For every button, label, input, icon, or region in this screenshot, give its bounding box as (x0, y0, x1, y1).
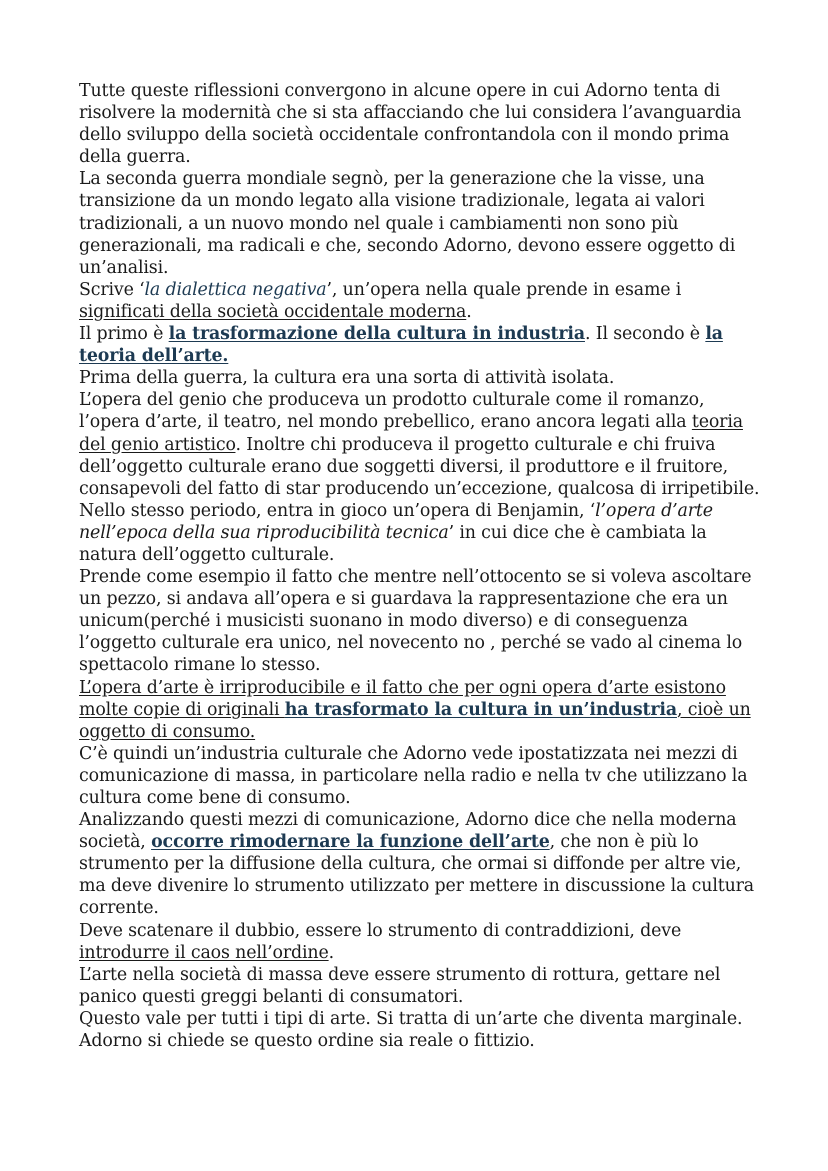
paragraph-1: Tutte queste riflessioni convergono in alcune opere in cui Adorno tenta di risolvere la modernità che si sta affacciando che lui considera l’avanguardia dello sviluppo della società occidentale confrontandola con il mondo prima della guerra. (79, 81, 742, 168)
paragraph-6 (79, 389, 769, 499)
text-span: Nello stesso periodo, entra in gioco un’opera di Benjamin, ‘ (79, 500, 596, 521)
text-span: . (466, 301, 472, 322)
paragraph-4 (79, 323, 769, 367)
text-span: L’opera del genio che produceva un prodotto culturale come il romanzo, l’opera d’arte, il teatro, nel mondo prebellico, erano ancora legati alla (79, 390, 705, 433)
text-span: ’ in cui dice che è cambiata la natura dell’oggetto culturale. (79, 522, 707, 565)
text-span: . (328, 942, 334, 963)
paragraph-8: Prende come esempio il fatto che mentre nell’ottocento se si voleva ascoltare un pezzo, si andava all’opera e si guardava la rappresentazione che era un unicum(perché i musicisti suonano in modo diverso) e di conseguenza l’oggetto culturale era unico, nel novecento no , perché se vado al cinema lo spettacolo rimane lo stesso. (79, 567, 752, 676)
text-span: ’, un’opera nella quale prende in esame i (326, 279, 682, 300)
paragraph-14: Questo vale per tutti i tipi di arte. Si tratta di un’arte che diventa marginale. (79, 1008, 743, 1029)
underlined-phrase: introdurre il caos nell’ordine (79, 942, 329, 963)
text-span: Analizzando questi mezzi di comunicazione, Adorno dice che nella moderna società, (79, 810, 737, 853)
underlined-phrase: L’opera d’arte è irriproducibile e il fatto che per ogni opera d’arte esistono molte copie di originali (79, 677, 726, 720)
paragraph-11 (79, 809, 769, 919)
text-span: . Inoltre chi produceva il progetto culturale e chi fruiva dell’oggetto culturale erano due soggetti diversi, il produttore e il fruitore, consapevoli del fatto di star producendo un’eccezione, qualcosa di irripetibile. (79, 434, 760, 499)
paragraph-9 (79, 677, 769, 743)
highlight-trasformazione-cultura: la trasformazione della cultura in industria (168, 324, 585, 345)
text-span: . Il secondo è (584, 324, 706, 345)
highlight-teoria-arte: la teoria dell’arte. (79, 324, 723, 367)
text-span: Il primo è (79, 324, 169, 345)
highlight-funzione-arte: occorre rimodernare la funzione dell’arte (151, 832, 550, 853)
text-span: Scrive ‘ (79, 279, 145, 300)
paragraph-5: Prima della guerra, la cultura era una sorta di attività isolata. (79, 368, 615, 389)
text-span: , che non è più lo strumento per la diffusione della cultura, che ormai si diffonde per altre vie, ma deve divenire lo strumento utilizzato per mettere in discussione la cultura corrente. (79, 832, 755, 919)
underlined-phrase: teoria del genio artistico (79, 412, 743, 455)
underlined-phrase: , cioè un oggetto di consumo. (79, 699, 751, 742)
paragraph-3 (79, 279, 769, 323)
underlined-phrase: significati della società occidentale moderna (79, 301, 467, 322)
book-title-dialettica-negativa: la dialettica negativa (144, 279, 327, 300)
paragraph-2: La seconda guerra mondiale segnò, per la generazione che la visse, una transizione da un mondo legato alla visione tradizionale, legata ai valori tradizionali, a un nuovo mondo nel quale i cambiamenti non sono più generazionali, ma radicali e che, secondo Adorno, devono essere oggetto di un’analisi. (79, 169, 736, 278)
text-span: Deve scatenare il dubbio, essere lo strumento di contraddizioni, deve (79, 920, 682, 941)
paragraph-12 (79, 920, 769, 964)
highlight-industria: ha trasformato la cultura in un’industria (284, 699, 677, 720)
document-body (79, 80, 769, 1052)
paragraph-7 (79, 500, 769, 566)
paragraph-15: Adorno si chiede se questo ordine sia reale o fittizio. (79, 1031, 535, 1052)
paragraph-13: L’arte nella società di massa deve essere strumento di rottura, gettare nel panico questi greggi belanti di consumatori. (79, 964, 721, 1007)
paragraph-10: C’è quindi un’industria culturale che Adorno vede ipostatizzata nei mezzi di comunicazione di massa, in particolare nella radio e nella tv che utilizzano la cultura come bene di consumo. (79, 743, 748, 808)
book-title-benjamin: l’opera d’arte nell’epoca della sua riproducibilità tecnica (79, 500, 713, 543)
